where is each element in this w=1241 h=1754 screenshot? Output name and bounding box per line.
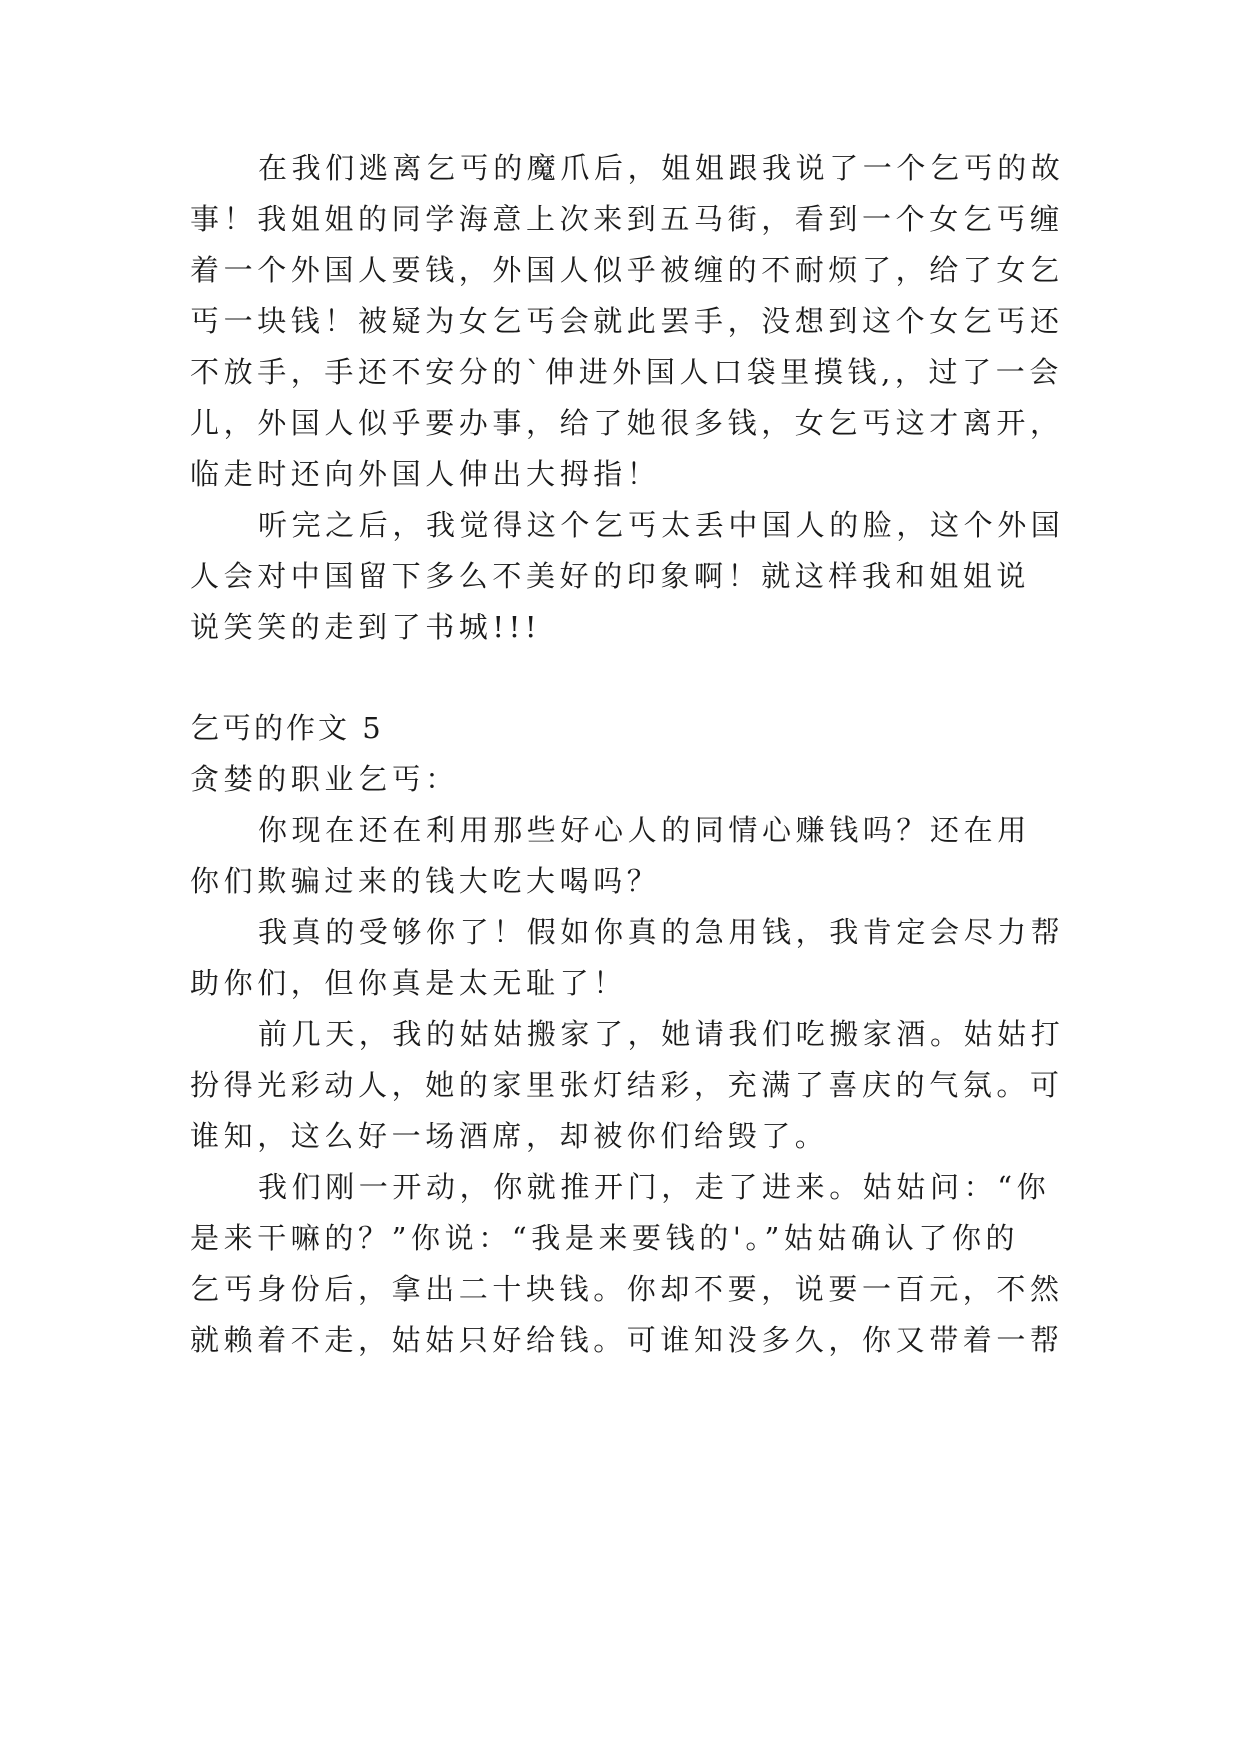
essay-paragraph-3-line-1: 前几天，我的姑姑搬家了，她请我们吃搬家酒。姑姑打 (258, 1017, 1065, 1051)
story-paragraph-1-line-5: 不放手，手还不安分的`伸进外国人口袋里摸钱,，过了一会 (190, 355, 1063, 389)
story-paragraph-1-line-2: 事！我姐姐的同学海意上次来到五马街，看到一个女乞丐缠 (190, 202, 1064, 236)
essay-paragraph-1-line-2: 你们欺骗过来的钱大吃大喝吗？ (190, 864, 661, 898)
story-paragraph-1-line-4: 丐一块钱！被疑为女乞丐会就此罢手，没想到这个女乞丐还 (190, 304, 1064, 338)
essay-salutation: 贪婪的职业乞丐： (190, 762, 459, 796)
essay-paragraph-4-line-3: 乞丐身份后，拿出二十块钱。你却不要，说要一百元，不然 (190, 1272, 1064, 1306)
essay-paragraph-1-line-1: 你现在还在利用那些好心人的同情心赚钱吗？还在用 (258, 813, 1031, 847)
essay-paragraph-4-line-4: 就赖着不走，姑姑只好给钱。可谁知没多久，你又带着一帮 (190, 1323, 1064, 1357)
essay-paragraph-2-line-1: 我真的受够你了！假如你真的急用钱，我肯定会尽力帮 (258, 915, 1065, 949)
essay-paragraph-2-line-2: 助你们，但你真是太无耻了！ (190, 966, 627, 1000)
essay-paragraph-3-line-2: 扮得光彩动人，她的家里张灯结彩，充满了喜庆的气氛。可 (190, 1068, 1064, 1102)
story-paragraph-1-line-6: 儿，外国人似乎要办事，给了她很多钱，女乞丐这才离开， (190, 406, 1064, 440)
story-paragraph-1-line-7: 临走时还向外国人伸出大拇指！ (190, 457, 661, 491)
story-paragraph-1-line-1: 在我们逃离乞丐的魔爪后，姐姐跟我说了一个乞丐的故 (258, 151, 1065, 185)
essay-paragraph-4-line-1: 我们刚一开动，你就推开门，走了进来。姑姑问：“你 (258, 1170, 1051, 1204)
story-paragraph-2-line-1: 听完之后，我觉得这个乞丐太丢中国人的脸，这个外国 (258, 508, 1065, 542)
story-paragraph-1-line-3: 着一个外国人要钱，外国人似乎被缠的不耐烦了，给了女乞 (190, 253, 1064, 287)
essay-paragraph-3-line-3: 谁知，这么好一场酒席，却被你们给毁了。 (190, 1119, 829, 1153)
essay-title: 乞丐的作文 5 (190, 711, 384, 745)
story-paragraph-2-line-3: 说笑笑的走到了书城!!! (190, 610, 542, 644)
story-paragraph-2-line-2: 人会对中国留下多么不美好的印象啊！就这样我和姐姐说 (190, 559, 1031, 593)
essay-paragraph-4-line-2: 是来干嘛的？”你说：“我是来要钱的'。”姑姑确认了你的 (190, 1221, 1020, 1255)
